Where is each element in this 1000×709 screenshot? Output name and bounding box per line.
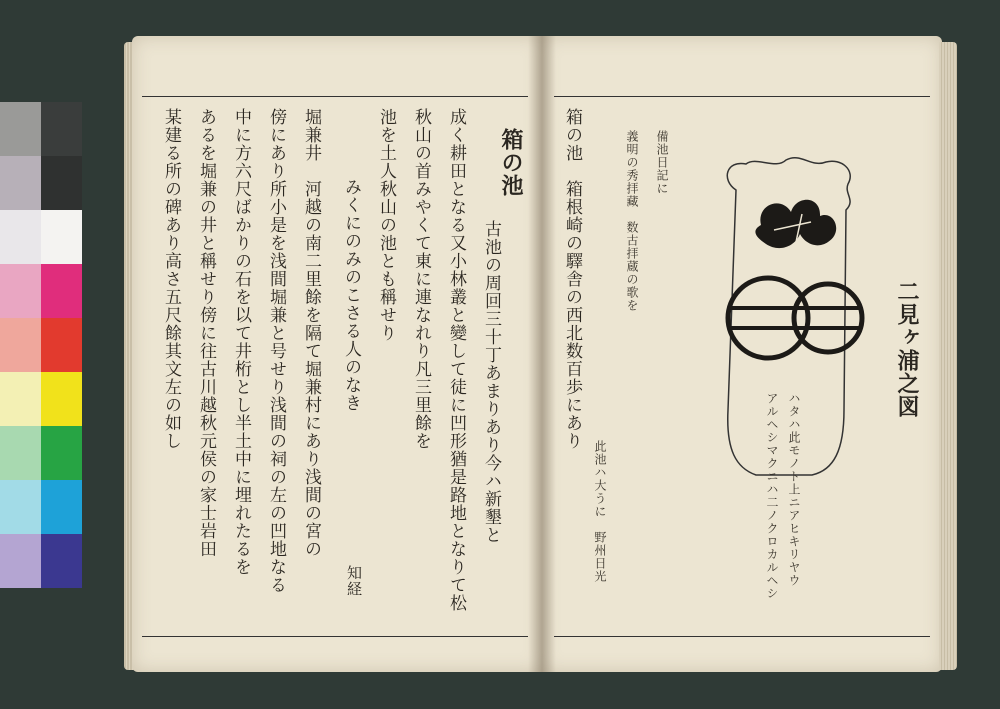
open-book — [124, 20, 958, 690]
color-patch — [0, 372, 41, 426]
left-text-column-4: 池を土人秋山の池とも稱せり — [376, 108, 396, 342]
right-text-column-4: 備池日記に — [655, 130, 669, 195]
left-text-column-3: 秋山の首みやくて東に連なれり凡三里餘を — [411, 108, 431, 450]
left-text-column-5: みくにのみのこさる人のなき — [341, 178, 361, 412]
left-frame-bottom-rule — [142, 636, 528, 638]
color-patch — [0, 210, 41, 264]
color-patch — [0, 426, 41, 480]
color-patch — [41, 426, 82, 480]
left-text-column-6: 堀兼井 河越の南二里餘を隔て堀兼村にあり浅間の宮の — [301, 108, 321, 558]
color-patch — [41, 372, 82, 426]
left-text-column-7: 傍にあり所小是を浅間堀兼と号せり浅間の祠の左の凹地なる — [266, 108, 286, 594]
color-patch — [0, 534, 41, 588]
color-patch — [0, 102, 41, 156]
color-patch — [41, 102, 82, 156]
left-text-column-9: あるを堀兼の井と稱せり傍に往古川越秋元侯の家士岩田 — [196, 108, 216, 558]
color-patch — [41, 534, 82, 588]
book-gutter — [528, 36, 556, 672]
color-patch — [41, 318, 82, 372]
right-text-column-1: 箱の池 箱根崎の驛舎の西北数百歩にあり — [562, 108, 582, 450]
color-patch — [41, 264, 82, 318]
right-text-column-3: 義明の秀拝藏 数古拝蔵の歌を — [625, 130, 639, 312]
color-patch — [41, 210, 82, 264]
left-text-column-10: 某建る所の碑あり高さ五尺餘其文左の如し — [161, 108, 181, 450]
seal-caption: 二見ヶ浦之図 — [894, 280, 920, 418]
color-patch — [41, 480, 82, 534]
color-patch — [0, 318, 41, 372]
right-frame-bottom-rule — [554, 636, 930, 638]
left-heading-mizumi: 箱の池 — [498, 128, 524, 197]
right-frame-top-rule — [554, 96, 930, 98]
left-text-column-1: 古池の周回三十丁あまりあり今ハ新墾と — [481, 220, 501, 544]
author-name: 知経 — [345, 565, 363, 597]
katakana-note-2: アルヘシマクニハ二ノクロカルヘシ — [765, 392, 779, 600]
right-text-column-2: 此池ハ大うに 野州日光 — [593, 440, 607, 583]
left-text-column-2: 成く耕田となる又小林叢と變して徒に凹形猶是路地となりて松 — [446, 108, 466, 612]
color-checker-strip — [0, 102, 82, 594]
right-page-edge — [939, 42, 957, 670]
color-patch — [0, 264, 41, 318]
color-patch — [0, 156, 41, 210]
left-frame-top-rule — [142, 96, 528, 98]
katakana-note-1: ハタハ此モノト上ニアヒキリヤウ — [787, 392, 801, 587]
color-patch — [0, 480, 41, 534]
left-text-column-8: 中に方六尺ばかりの石を以て井桁とし半土中に埋れたるを — [231, 108, 251, 576]
color-patch — [41, 156, 82, 210]
